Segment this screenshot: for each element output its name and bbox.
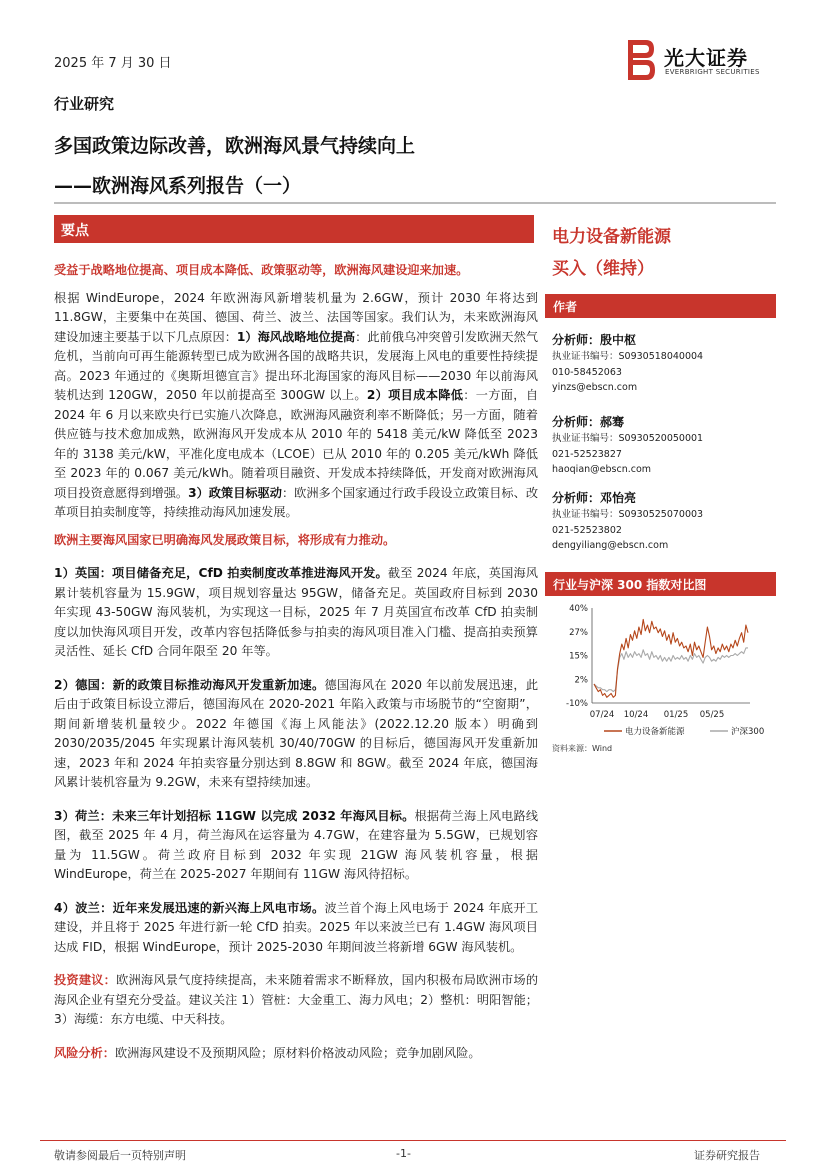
- risk-label: 风险分析：: [54, 1045, 115, 1060]
- chart-header: 行业与沪深 300 指数对比图: [545, 572, 776, 596]
- key-points-body: [54, 261, 538, 1063]
- paragraph-reasons: [54, 289, 538, 523]
- footer-report-type: 证券研究报告: [694, 1149, 760, 1162]
- y-tick-label: 15%: [569, 651, 588, 662]
- germany-heading: 2）德国：新的政策目标推动海风开发重新加速。: [54, 677, 325, 692]
- analyst-email: dengyiliang@ebscn.com: [552, 540, 669, 552]
- paragraph-netherlands: [54, 807, 538, 885]
- analyst-name: 分析师：殷中枢: [552, 333, 637, 347]
- analyst-phone: 021-52523827: [552, 448, 622, 460]
- analyst-name: 分析师：郝骞: [552, 415, 625, 429]
- analyst-email: yinzs@ebscn.com: [552, 382, 638, 394]
- y-tick-label: 2%: [574, 675, 588, 686]
- reason-3-label: 3）政策目标驱动: [188, 485, 282, 500]
- poland-heading: 4）波兰：近年来发展迅速的新兴海上风电市场。: [54, 900, 325, 915]
- paragraph-poland: [54, 899, 538, 958]
- report-title: 多国政策边际改善，欧洲海风景气持续向上: [54, 135, 416, 157]
- paragraph-text: 根据 WindEurope，2024 年欧洲海风新增装机量为 2.6GW，预计 2030 年将达到 11.8GW，主要集中在英国、德国、荷兰、波兰、法国等国家。我们认为，未来欧洲海风建设加速主要基于以下几点原因：: [54, 290, 538, 344]
- y-tick-label: -10%: [566, 699, 588, 709]
- netherlands-body: 根据荷兰海上风电路线图，截至 2025 年 4 月，荷兰海风在运容量为 4.7GW，在建容量为 5.5GW，已规划容量为 11.5GW。荷兰政府目标到 2032 年实现 21GW 海风装机容量，根据 WindEurope，荷兰在 2025-2027 年期间有 11GW 海风待招标。: [54, 808, 539, 881]
- paragraph-risk: [54, 1044, 538, 1064]
- reason-1-label: 1）海风战略地位提高: [236, 329, 356, 344]
- uk-heading: 1）英国：项目储备充足，CfD 拍卖制度改革推进海风开发。: [54, 566, 388, 580]
- paragraph-investment: [54, 971, 538, 1030]
- footer-disclaimer: 敬请参阅最后一页特别声明: [54, 1149, 186, 1162]
- analyst-cert: 执业证书编号：S0930518040004: [552, 351, 704, 362]
- authors-header: 作者: [545, 294, 776, 318]
- poland-body: 波兰首个海上风电场于 2024 年底开工建设，并且将于 2025 年进行新一轮 CfD 拍卖。2025 年以来波兰已有 1.4GW 海风项目达成 FID，根据 WindEurope，预计 2025-2030 年期间波兰将新增 6GW 海风装机。: [54, 900, 539, 954]
- footer-divider: [40, 1140, 786, 1141]
- investment-body: 欧洲海风景气度持续提高，未来随着需求不断释放，国内积极布局欧洲市场的海风企业有望充分受益。建议关注 1）管桩：大金重工、海力风电；2）整机：明阳智能；3）海缆：东方电缆、中天科技。: [54, 973, 539, 1026]
- analyst-block: [552, 489, 776, 554]
- y-tick-label: 40%: [569, 604, 588, 614]
- sector-name: 电力设备新能源: [552, 227, 671, 247]
- paragraph-germany: [54, 676, 538, 793]
- title-divider: [54, 202, 776, 204]
- analyst-cert: 执业证书编号：S0930525070003: [552, 509, 704, 520]
- page-number: -1-: [396, 1147, 411, 1160]
- reason-2-label: 2）项目成本降低: [366, 388, 464, 402]
- performance-line-chart: [552, 602, 782, 742]
- legend-label-industry: 电力设备新能源: [625, 727, 685, 737]
- series-line-industry: [594, 619, 748, 697]
- analyst-phone: 021-52523802: [552, 524, 622, 536]
- analyst-block: [552, 331, 776, 396]
- analyst-cert: 执业证书编号：S0930520050001: [552, 433, 704, 444]
- investment-label: 投资建议：: [54, 973, 117, 987]
- rating: 买入（维持）: [552, 259, 654, 279]
- key-point-headline-2: 欧洲主要海风国家已明确海风发展政策目标，将形成有力推动。: [54, 532, 396, 547]
- logo-mark-icon: [626, 38, 656, 82]
- uk-body: 截至 2024 年底，英国海风累计装机容量为 15.9GW，项目规划容量达 95GW，储备充足。英国政府目标到 2030 年实现 43-50GW 海风装机，为实现这一目标，2025 年 7 月英国宣布改革 CfD 拍卖制度以加快海风项目开发，改革内容包括降低参与拍卖的海风项目准入门槛、提高拍卖预算灵活性、延长 CfD 合同年限至 20 年等。: [54, 566, 538, 658]
- y-tick-label: 27%: [569, 627, 588, 638]
- netherlands-heading: 3）荷兰：未来三年计划招标 11GW 以完成 2032 年海风目标。: [54, 808, 415, 823]
- paragraph-text: ：此前俄乌冲突曾引发欧洲天然气危机，当前向可再生能源转型已成为欧洲各国的战略共识，发展海上风电的重要性持续提高。2023 年通过的《奥斯坦德宣言》提出环北海国家的海风目标——2030 年以前海风装机达到 120GW，2050 年以前提高至 300GW 以上。: [54, 329, 539, 402]
- germany-body: 德国海风在 2020 年以前发展迅速，此后由于政策目标设立滞后，德国海风在 2020-2021 年陷入政策与市场脱节的“空窗期”，期间新增装机量较少。2022 年德国《海上风能法》(2022.12.20 版本）明确到 2030/2035/2045 年实现累计海风装机 30/40/70GW 的目标后，德国海风开发重新加速，2023 年和 2024 年拍卖容量分别达到 8.8GW 和 8GW。截至 2024 年底，德国海风累计装机容量为 9.2GW，未来有望持续加速。: [54, 677, 539, 789]
- risk-body: 欧洲海风建设不及预期风险；原材料价格波动风险；竞争加剧风险。: [114, 1045, 481, 1060]
- logo-english-name: EVERBRIGHT SECURITIES: [665, 68, 760, 76]
- document-type: 行业研究: [54, 95, 115, 113]
- logo-chinese-name: 光大证券: [664, 46, 748, 70]
- company-logo: [626, 38, 776, 82]
- paragraph-uk: [54, 564, 538, 662]
- x-tick-label: 10/24: [623, 710, 649, 720]
- analyst-name: 分析师：邓怡亮: [552, 491, 637, 505]
- legend-label-hs300: 沪深300: [731, 727, 765, 737]
- paragraph-text: ：欧洲多个国家通过行政手段设立政策目标、改革项目拍卖制度等，持续推动海风加速发展。: [54, 485, 539, 519]
- key-point-headline-1: 受益于战略地位提高、项目成本降低、政策驱动等，欧洲海风建设迎来加速。: [54, 263, 469, 277]
- chart-source: 资料来源：Wind: [552, 744, 613, 753]
- paragraph-text: ：一方面，自 2024 年 6 月以来欧央行已实施八次降息，欧洲海风融资利率不断降低；另一方面，随着供应链与技术愈加成熟，欧洲海风开发成本从 2010 年的 5418 美元/kW 降低至 2023 年的 3138 美元/kW，平准化度电成本（LCOE）已从 2010 年的 0.205 美元/kWh 降低至 2023 年的 0.067 美元/kWh。随着项目融资、开发成本持续降低，开发商对欧洲海风项目投资意愿得到增强。: [54, 388, 539, 500]
- x-tick-label: 05/25: [699, 710, 725, 720]
- key-points-header: 要点: [54, 215, 534, 243]
- x-tick-label: 07/24: [589, 710, 615, 720]
- analyst-block: [552, 413, 776, 478]
- report-date: 2025 年 7 月 30 日: [54, 56, 172, 71]
- analyst-phone: 010-58452063: [552, 366, 622, 378]
- report-subtitle: ——欧洲海风系列报告（一）: [54, 175, 302, 197]
- x-tick-label: 01/25: [663, 710, 689, 720]
- analyst-email: haoqian@ebscn.com: [552, 464, 652, 476]
